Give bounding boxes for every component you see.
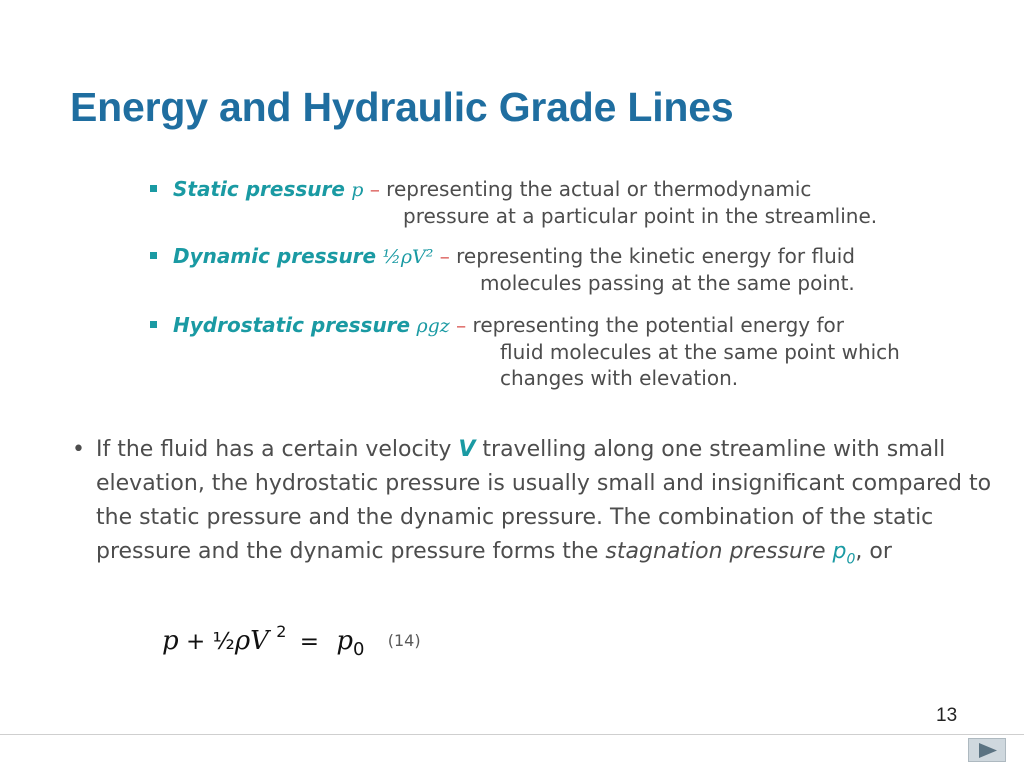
eq-p: p (162, 626, 179, 656)
next-arrow-icon (979, 743, 997, 758)
sub-bullet-dynamic-pressure (150, 243, 855, 296)
sub-bullet-hydrostatic-pressure (150, 312, 900, 391)
main-text-part2: travelling along one streamline with small elevation, the hydrostatic pressure is usually small and insignificant compared to the static pressure and the dynamic pressure. The combination of the static pressure and the dynamic pressure forms the (96, 437, 992, 564)
main-bullet-paragraph (72, 433, 996, 576)
p0-symbol: $p_0$ (832, 539, 856, 568)
desc-line-1: representing the actual or thermodynamic (386, 177, 812, 201)
symbol-hydrostatic-pressure: ρgz (416, 315, 450, 337)
page-number: 13 (936, 705, 958, 726)
velocity-symbol: V (458, 437, 476, 462)
sub-bullet-list-1 (150, 176, 877, 229)
desc-line-1: representing the potential energy for (472, 313, 844, 337)
sub-bullet-list-2 (150, 243, 855, 296)
desc-line-2: molecules passing at the same point. (480, 271, 855, 295)
term-static-pressure: Static pressure (173, 177, 345, 201)
symbol-dynamic-pressure: ½ρV² (382, 246, 434, 268)
footer-divider (0, 734, 1024, 735)
sub-bullet-list-3 (150, 312, 900, 391)
desc-line-2: pressure at a particular point in the streamline. (403, 204, 878, 228)
equation-14 (162, 622, 421, 660)
eq-plus-half: + ½ (185, 629, 235, 655)
square-bullet-icon (150, 321, 157, 328)
slide-title: Energy and Hydraulic Grade Lines (70, 84, 734, 130)
equation-number: (14) (387, 631, 421, 650)
dash: – (439, 244, 450, 268)
term-hydrostatic-pressure: Hydrostatic pressure (173, 313, 411, 337)
symbol-static-pressure: p (351, 179, 364, 201)
square-bullet-icon (150, 252, 157, 259)
bullet-dot-icon: • (72, 437, 85, 462)
term-dynamic-pressure: Dynamic pressure (173, 244, 377, 268)
eq-rho-v: ρV (234, 626, 269, 656)
desc-line-1: representing the kinetic energy for fluid (456, 244, 856, 268)
eq-equals: = (299, 629, 319, 655)
stagnation-pressure-term: stagnation pressure (605, 539, 826, 564)
desc-line-2: fluid molecules at the same point which (500, 340, 900, 364)
dash: – (456, 313, 467, 337)
eq-p0: p (336, 626, 353, 656)
eq-superscript-2: 2 (276, 622, 287, 641)
next-slide-button[interactable] (968, 738, 1006, 762)
desc-line-3: changes with elevation. (500, 366, 739, 390)
sub-bullet-static-pressure (150, 176, 877, 229)
dash: – (369, 177, 380, 201)
eq-p0-subscript: 0 (352, 639, 365, 660)
main-text-part1: If the fluid has a certain velocity (96, 437, 452, 462)
square-bullet-icon (150, 185, 157, 192)
main-text-tail: , or (855, 539, 892, 564)
